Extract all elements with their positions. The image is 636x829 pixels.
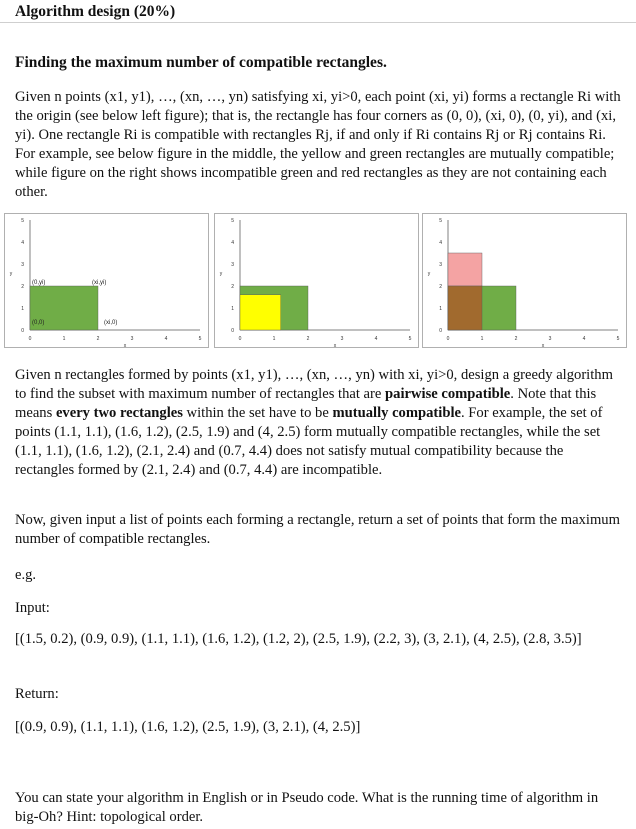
y-tick-label: 1 xyxy=(21,306,24,312)
header-divider xyxy=(0,22,636,23)
now-paragraph: Now, given input a list of points each forming a rectangle, return a set of points that form the maximum number of compatible rectangles. xyxy=(15,512,620,547)
y-tick-label: 4 xyxy=(231,240,234,246)
y-tick-label: 2 xyxy=(231,284,234,290)
overlap-region xyxy=(448,286,482,330)
x-tick-label: 1 xyxy=(272,336,276,342)
x-tick-label: 3 xyxy=(130,336,134,342)
x-tick-label: 4 xyxy=(582,336,586,342)
y-tick-label: 5 xyxy=(231,218,234,224)
y-tick-label: 5 xyxy=(439,218,442,224)
y-tick-label: 3 xyxy=(21,262,24,268)
y-axis-label: y xyxy=(427,271,431,277)
figure-left xyxy=(4,213,209,353)
task-paragraph xyxy=(15,366,622,480)
y-tick-label: 0 xyxy=(231,328,234,334)
example-label: e.g. xyxy=(15,567,37,583)
y-tick-label: 0 xyxy=(21,328,24,334)
y-axis-label: y xyxy=(9,271,13,277)
x-tick-label: 0 xyxy=(238,336,242,342)
label-bottom-right: (xi,0) xyxy=(104,320,118,326)
x-tick-label: 5 xyxy=(198,336,202,342)
y-tick-label: 4 xyxy=(21,240,24,246)
label-top-right: (xi,yi) xyxy=(92,280,107,286)
x-tick-label: 2 xyxy=(306,336,310,342)
x-tick-label: 4 xyxy=(374,336,378,342)
x-tick-label: 2 xyxy=(514,336,518,342)
y-tick-label: 1 xyxy=(231,306,234,312)
y-tick-label: 2 xyxy=(439,284,442,290)
y-tick-label: 3 xyxy=(231,262,234,268)
y-tick-label: 1 xyxy=(439,306,442,312)
y-tick-label: 3 xyxy=(439,262,442,268)
figure-middle xyxy=(214,213,419,353)
yellow-rectangle xyxy=(240,295,281,330)
header-title: Algorithm design (20%) xyxy=(15,3,176,20)
x-tick-label: 3 xyxy=(340,336,344,342)
task-text-1: Given n rectangles formed by points (x1, y1), …, (xn, …, yn) with xi, yi>0, design a greedy algorithm to find the subset with maximum number of rectangles that are xyxy=(15,367,613,402)
x-tick-label: 5 xyxy=(408,336,412,342)
y-axis-label: y xyxy=(219,271,223,277)
task-text-2: . Note that this means xyxy=(15,386,597,421)
final-paragraph: You can state your algorithm in English or in Pseudo code. What is the running time of algorithm in big-Oh? Hint: topological order. xyxy=(15,790,599,825)
x-axis-label: x xyxy=(333,343,337,348)
intro-paragraph: Given n points (x1, y1), …, (xn, …, yn) satisfying xi, yi>0, each point (xi, yi) forms a rectangle Ri with the origin (see below left figure); that is, the rectangle has four corners as (0, 0), (xi, 0), (0, yi), and (xi, yi). One rectangle Ri is compatible with rectangles Rj, if and only if Ri contains Rj or Rj contains Ri. For example, see below figure in the middle, the yellow and green rectangles are mutually compatible; while figure on the right shows incompatible green and red rectangles as they are not containing each other. xyxy=(15,89,621,200)
return-value: [(0.9, 0.9), (1.1, 1.1), (1.6, 1.2), (2.5, 1.9), (3, 2.1), (4, 2.5)] xyxy=(15,719,361,735)
figure-right xyxy=(422,213,627,353)
x-tick-label: 5 xyxy=(616,336,620,342)
y-tick-label: 0 xyxy=(439,328,442,334)
section-title: Finding the maximum number of compatible rectangles. xyxy=(15,54,387,71)
x-tick-label: 3 xyxy=(548,336,552,342)
task-bold-every-two: every two rectangles xyxy=(55,405,183,421)
y-tick-label: 4 xyxy=(439,240,442,246)
input-label: Input: xyxy=(15,600,50,616)
input-value: [(1.5, 0.2), (0.9, 0.9), (1.1, 1.1), (1.6, 1.2), (1.2, 2), (2.5, 1.9), (2.2, 3), (3, 2.1), (4, 2.5), (2.8, 3.5)] xyxy=(15,631,582,647)
x-axis-label: x xyxy=(123,343,127,348)
task-bold-pairwise: pairwise compatible xyxy=(385,386,511,402)
x-axis-label: x xyxy=(541,343,545,348)
x-tick-label: 0 xyxy=(446,336,450,342)
return-label: Return: xyxy=(15,686,59,702)
label-bottom-left: (0,0) xyxy=(32,320,45,326)
y-tick-label: 2 xyxy=(21,284,24,290)
task-text-3: within the set have to be xyxy=(182,405,333,421)
x-tick-label: 2 xyxy=(96,336,100,342)
x-tick-label: 1 xyxy=(62,336,66,342)
task-bold-mutually: mutually compatible xyxy=(332,405,461,421)
x-tick-label: 4 xyxy=(164,336,168,342)
label-top-left: (0,yi) xyxy=(32,280,46,286)
y-tick-label: 5 xyxy=(21,218,24,224)
x-tick-label: 1 xyxy=(480,336,484,342)
task-text-4: . For example, the set of points (1.1, 1.1), (1.6, 1.2), (2.5, 1.9) and (4, 2.5) form mutually compatible rectangles, while the set (1.1, 1.1), (1.6, 1.2), (2.1, 2.4) and (0.7, 4.4) does not satisfy mutual compatibility because the rectangles formed by (2.1, 2.4) and (0.7, 4.4) are incompatible. xyxy=(15,405,603,478)
x-tick-label: 0 xyxy=(28,336,32,342)
